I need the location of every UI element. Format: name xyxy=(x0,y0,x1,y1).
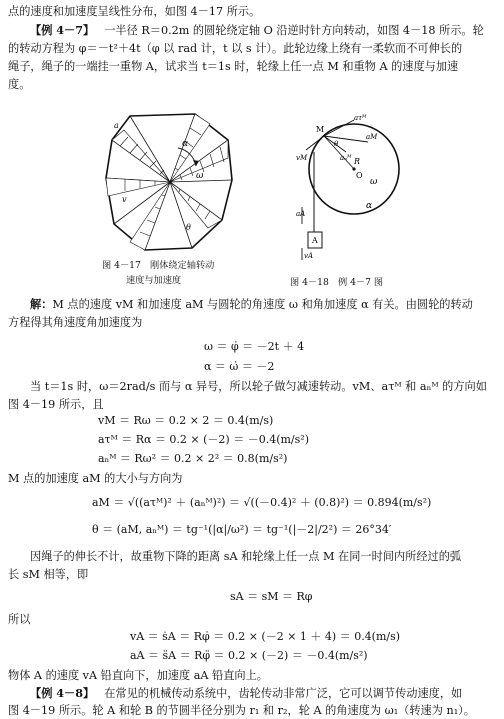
fig18-label-aA: aA xyxy=(296,210,306,218)
equation-omega: ω ＝ φ̇ ＝ －2t ＋ 4 xyxy=(204,340,305,353)
fig17-label-theta: θ xyxy=(186,223,191,232)
text-line-6 xyxy=(30,297,498,312)
equation-theta: θ ＝ (aM, aₙᴹ) ＝ tg⁻¹(|α|/ω²) ＝ tg⁻¹(|－2|/2²) ＝ 26°34′ xyxy=(92,523,392,536)
equation-aA: aA ＝ s̈A ＝ Rφ̈ ＝ 0.2 × (－2) ＝ －0.4(m/s²) xyxy=(130,649,368,662)
text-line-13: 所以 xyxy=(8,613,31,626)
equation-an: aₙᴹ ＝ Rω² ＝ 0.2 × 2² ＝ 0.8(m/s²) xyxy=(98,452,288,465)
example-label-4-8: 【例 4－8】 xyxy=(30,686,95,700)
text-line-11: 因绳子的伸长不计，故重物下降的距离 sA 和轮缘上任一点 M 在同一时间内所经过的弧 xyxy=(30,550,462,563)
equation-arc-length: sA ＝ sM ＝ Rφ xyxy=(230,590,313,603)
fig18-label-R: R xyxy=(354,157,361,166)
text-line-4: 绳子，绳子的一端挂一重物 A，试求当 t＝1s 时，轮缘上任一点 M 和重物 A 的速度与加速 xyxy=(8,60,459,73)
fig18-label-vM: vM xyxy=(296,154,308,162)
fig17-label-v: v xyxy=(122,195,127,204)
text-line-5: 度。 xyxy=(8,78,31,91)
text-line-16: 图 4－19 所示。轮 A 和轮 B 的节圆半径分别为 r₁ 和 r₂，轮 A 的角速度为 ω₁（转速为 n₁）。 xyxy=(8,704,475,717)
text-line-7: 方程得其角速度角加速度为 xyxy=(8,316,143,329)
text-line-14: 物体 A 的速度 vA 铅直向下，加速度 aA 铅直向上。 xyxy=(8,669,268,682)
text-line-1: 点的速度和加速度呈线性分布，如图 4－17 所示。 xyxy=(8,5,261,18)
example-4-8-text: 在常见的机械传动系统中，齿轮传动非常广泛，它可以调节传动速度，如 xyxy=(104,687,463,700)
fig17-label-omega: ω xyxy=(196,171,204,181)
fig18-label-omega: ω xyxy=(370,177,378,187)
fig17-caption-1: 图 4－17 刚体绕定轴转动 xyxy=(102,260,215,271)
text-line-2 xyxy=(30,23,498,38)
text-line-9: 图 4－19 所示，且 xyxy=(8,398,104,411)
text-line-10: M 点的加速度 aM 的大小与方向为 xyxy=(8,472,183,485)
equation-vA: vA ＝ ṡA ＝ Rφ̇ ＝ 0.2 × (－2 × 1 ＋ 4) ＝ 0.4(m/s) xyxy=(130,630,401,643)
figure-4-18 xyxy=(296,112,412,262)
text-line-8: 当 t＝1s 时，ω＝2rad/s 而与 α 异号，所以轮子做匀减速转动。vM、aτᴹ 和 aₙᴹ 的方向如 xyxy=(30,380,487,393)
fig18-label-an: aₙᴹ xyxy=(340,154,352,162)
fig18-caption: 图 4－18 例 4－7 图 xyxy=(290,277,384,288)
equation-aM-magnitude: aM ＝ √((aτᴹ)² ＋ (aₙᴹ)²) ＝ √((－0.4)² ＋ (0.8)²) ＝ 0.894(m/s²) xyxy=(92,496,432,509)
fig18-label-A: A xyxy=(312,236,318,245)
fig18-label-O: O xyxy=(356,171,363,180)
text-line-12: 长 sM 相等，即 xyxy=(8,568,89,581)
fig18-label-aM: aM xyxy=(366,133,378,141)
vector-atau xyxy=(324,120,354,136)
fig17-label-a: a xyxy=(114,121,119,130)
figure-4-17 xyxy=(100,108,240,256)
fig18-label-alpha: α xyxy=(366,201,373,211)
fig18-label-theta: θ xyxy=(334,140,339,148)
equation-atau: aτᴹ ＝ Rα ＝ 0.2 × (－2) ＝ －0.4(m/s²) xyxy=(98,433,309,446)
radius-line xyxy=(324,136,354,169)
text-line-3: 的转动方程为 φ＝－t²＋4t（φ 以 rad 计，t 以 s 计）。此轮边缘上绕有一柔软而不可伸长的 xyxy=(8,42,463,55)
fig18-label-atau: aτᴹ xyxy=(354,114,367,122)
equation-alpha: α ＝ ω̇ ＝ －2 xyxy=(204,360,275,373)
equation-vM: vM ＝ Rω ＝ 0.2 × 2 ＝ 0.4(m/s) xyxy=(98,414,274,427)
example-label-4-7: 【例 4－7】 xyxy=(30,23,95,37)
solution-text: M 点的速度 vM 和加速度 aM 与圆轮的角速度 ω 和角加速度 α 有关。由圆轮的转动 xyxy=(52,298,473,311)
velocity-distribution-hatching xyxy=(106,114,228,250)
fig18-label-vA: vA xyxy=(304,252,314,260)
fig18-label-M: M xyxy=(316,125,325,134)
example-4-7-text: 一半径 R＝0.2m 的圆轮绕定轴 O 沿逆时针方向转动，如图 4－18 所示。轮 xyxy=(104,24,484,37)
fig17-label-alpha: α xyxy=(182,139,189,149)
text-line-15 xyxy=(30,686,498,701)
solution-label: 解： xyxy=(30,297,53,311)
fig17-caption-2: 速度与加速度 xyxy=(126,275,182,286)
